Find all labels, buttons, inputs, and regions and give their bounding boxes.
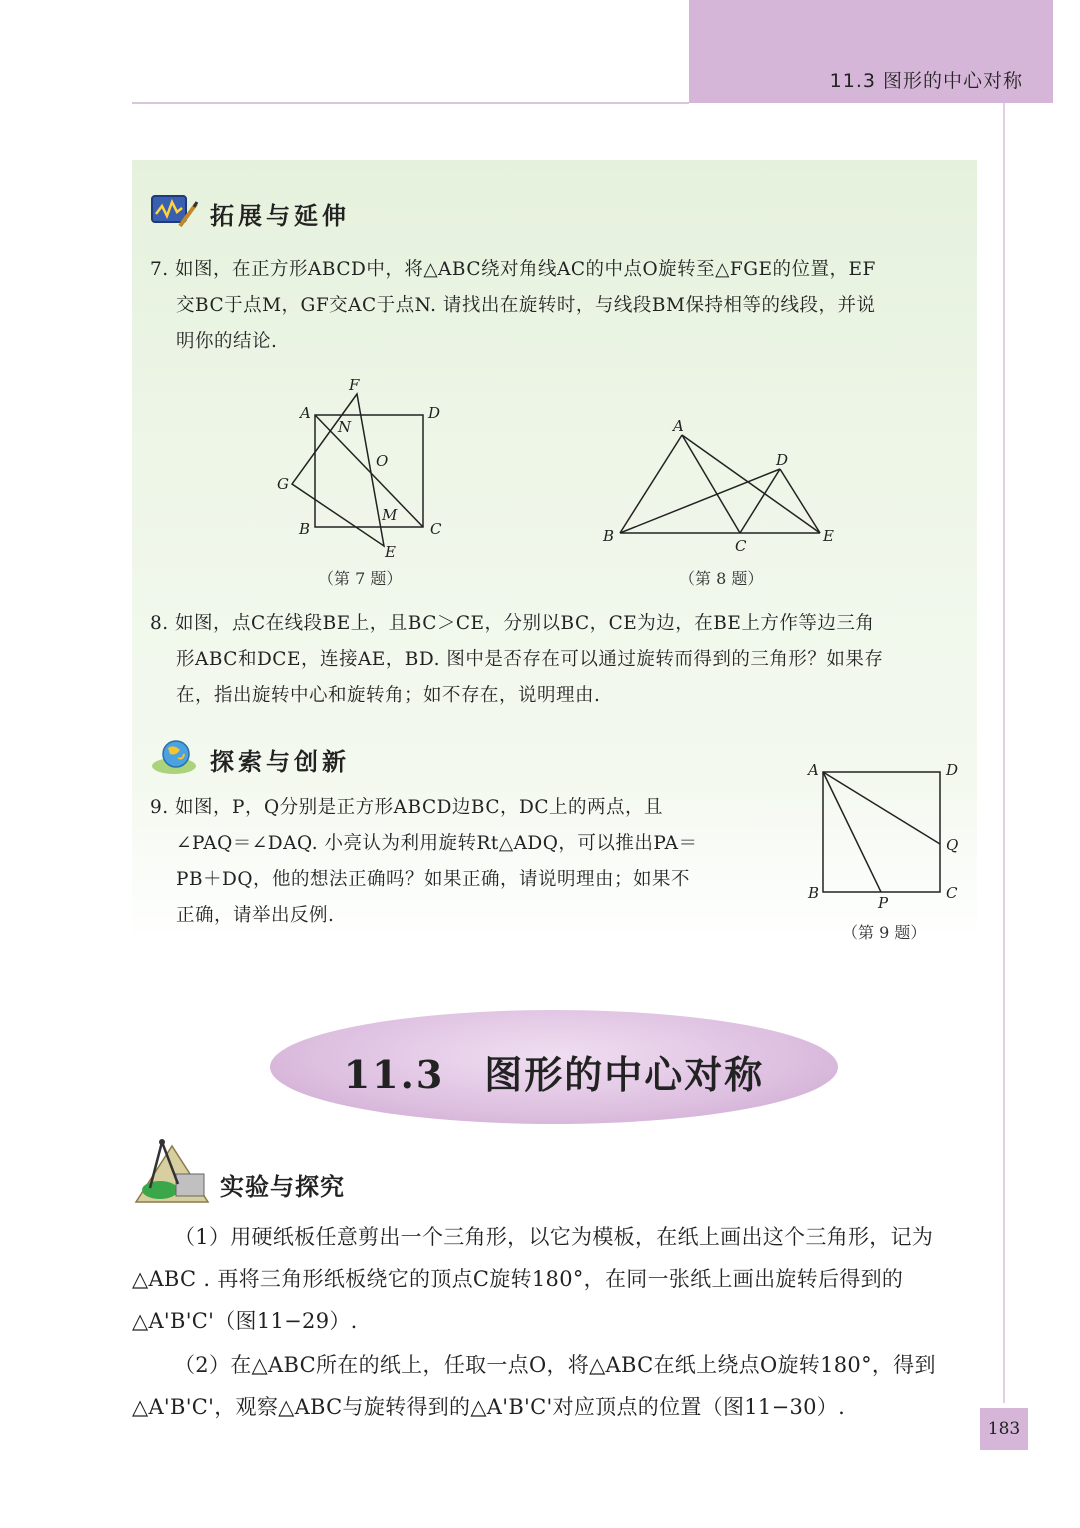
page-number: 183 <box>980 1408 1028 1450</box>
extend-icon <box>150 192 200 232</box>
q8-line-1: 8. 如图，点C在线段BE上，且BC＞CE，分别以BC，CE为边，在BE上方作等边三角 <box>150 613 875 634</box>
experiment-paragraph-1 <box>132 1216 978 1342</box>
fig8-label-B: B <box>603 527 615 545</box>
fig7-label-M: M <box>382 506 398 524</box>
section-banner-title: 11.3 图形的中心对称 <box>343 1052 765 1097</box>
figure-9 <box>800 755 970 915</box>
fig7-label-O: O <box>376 452 389 470</box>
fig7-label-G: G <box>277 475 289 493</box>
experiment-icon <box>132 1138 210 1206</box>
q8-line-2: 形ABC和DCE，连接AE，BD. 图中是否存在可以通过旋转而得到的三角形？如果存 <box>176 649 884 670</box>
experiment-title: 实验与探究 <box>220 1173 345 1201</box>
q8-line-3: 在，指出旋转中心和旋转角；如不存在，说明理由. <box>176 685 601 706</box>
fig7-caption: （第 7 题） <box>318 569 403 588</box>
q7-line-2: 交BC于点M，GF交AC于点N. 请找出在旋转时，与线段BM保持相等的线段，并说 <box>176 295 876 316</box>
paragraph-2-text: （2）在△ABC所在的纸上，任取一点O，将△ABC在纸上绕点O旋转180°，得到△A'B'C'，观察△ABC与旋转得到的△A'B'C'对应顶点的位置（图11−30）. <box>132 1353 936 1419</box>
fig7-label-N: N <box>338 418 352 436</box>
side-rule <box>1003 103 1005 1403</box>
fig9-label-Q: Q <box>946 836 959 854</box>
q9-line-3: PB＋DQ，他的想法正确吗？如果正确，请说明理由；如果不 <box>176 869 691 890</box>
experiment-paragraph-2 <box>132 1344 978 1428</box>
section-banner <box>270 1010 838 1124</box>
question-9 <box>150 790 770 934</box>
fig8-label-E: E <box>823 527 834 545</box>
fig7-label-D: D <box>428 404 441 422</box>
fig8-label-D: D <box>776 451 789 469</box>
fig9-label-P: P <box>878 894 889 912</box>
fig7-label-E: E <box>385 543 396 561</box>
figure-8 <box>595 415 845 565</box>
fig9-label-B: B <box>808 884 820 902</box>
q9-line-1: 9. 如图，P，Q分别是正方形ABCD边BC，DC上的两点，且 <box>150 797 664 818</box>
q7-line-3: 明你的结论. <box>176 331 278 352</box>
fig7-label-F: F <box>349 376 360 394</box>
fig8-label-A: A <box>673 417 684 435</box>
q7-line-1: 7. 如图，在正方形ABCD中，将△ABC绕对角线AC的中点O旋转至△FGE的位置，EF <box>150 259 876 280</box>
fig9-caption: （第 9 题） <box>842 923 927 942</box>
fig9-label-C: C <box>946 884 958 902</box>
fig9-label-A: A <box>808 761 819 779</box>
header-rule <box>132 102 689 104</box>
header-section-title: 11.3 图形的中心对称 <box>829 70 1023 92</box>
explore-title: 探索与创新 <box>210 748 350 776</box>
fig7-label-A: A <box>300 404 311 422</box>
fig9-label-D: D <box>946 761 959 779</box>
explore-icon <box>150 736 200 778</box>
q9-line-4: 正确，请举出反例. <box>176 905 335 926</box>
fig8-caption: （第 8 题） <box>679 569 764 588</box>
fig7-label-C: C <box>430 520 442 538</box>
fig8-label-C: C <box>735 537 747 555</box>
paragraph-1-text: （1）用硬纸板任意剪出一个三角形，以它为模板，在纸上画出这个三角形，记为△ABC . 再将三角形纸板绕它的顶点C旋转180°，在同一张纸上画出旋转后得到的△A'B'C'（图11−29）. <box>132 1225 934 1333</box>
extend-title: 拓展与延伸 <box>210 202 350 230</box>
question-7 <box>150 252 965 360</box>
header-tab <box>689 0 1053 103</box>
q9-line-2: ∠PAQ＝∠DAQ. 小亮认为利用旋转Rt△ADQ，可以推出PA＝ <box>176 833 698 854</box>
question-8 <box>150 606 965 714</box>
figure-7 <box>270 370 470 570</box>
fig7-label-B: B <box>299 520 311 538</box>
